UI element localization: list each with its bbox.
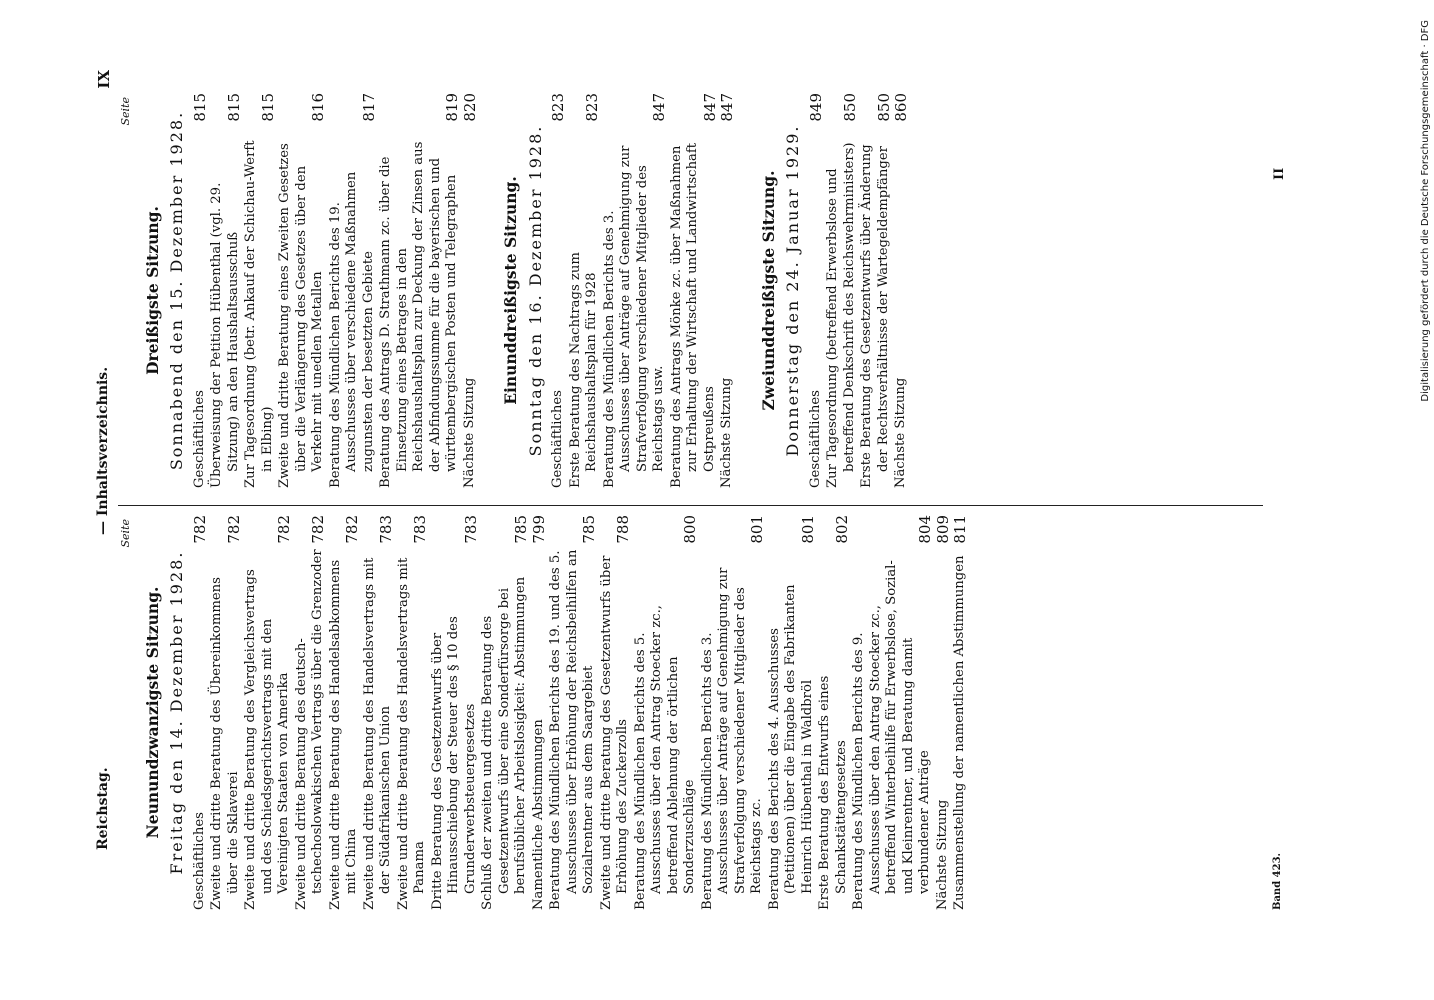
entry-text: Schluß der zweiten und dritte Beratung des Gesetzentwurfs über eine Sonderfürsorge bei berufsüblicher Arbeitslosigkeit: Abstimmungen bbox=[480, 576, 528, 910]
entry-text: Geschäftliches bbox=[807, 390, 823, 488]
entry-page: 800 bbox=[681, 515, 699, 544]
entry-text: Zweite und dritte Beratung eines Zweiten Gesetzes über die Verlängerung des Gesetzes über den Verkehr mit unedlen Metallen bbox=[277, 143, 325, 488]
entry-text: Zweite und dritte Beratung des Gesetzentwurfs über Erhöhung des Zuckerzolls bbox=[598, 555, 630, 910]
toc-entry bbox=[893, 93, 910, 488]
toc-entry bbox=[859, 93, 892, 488]
entry-text: Zur Tagesordnung (betr. Ankauf der Schichau-Werft in Elbing) bbox=[243, 140, 275, 488]
toc-entry bbox=[192, 515, 209, 910]
toc-entry bbox=[430, 515, 480, 910]
digitization-credit: Digitalisierung gefördert durch die Deutsche Forschungsgemeinschaft · DFG bbox=[1420, 20, 1431, 402]
page-header bbox=[95, 65, 117, 890]
entry-text: Beratung des Antrags D. Strathmann zc. über die Einsetzung eines Betrages in den Reichshaushaltsplan zur Deckung der Zinsen aus der Abfindungssumme für die bayerischen und württembergischen Posten und Telegraphen bbox=[378, 141, 459, 488]
entry-page: 782 bbox=[309, 515, 327, 544]
entry-text: Nächste Sitzung bbox=[934, 799, 950, 910]
session-date: Sonntag den 16. Dezember 1928. bbox=[525, 124, 545, 457]
entry-page: 819 bbox=[443, 93, 461, 122]
entry-text: Geschäftliches bbox=[191, 812, 207, 910]
entry-page: 820 bbox=[460, 93, 479, 122]
toc-entry bbox=[952, 515, 969, 910]
entry-text: Nächste Sitzung bbox=[719, 377, 734, 488]
session-title: Neunundzwanzigste Sitzung. bbox=[142, 586, 162, 839]
toc-entry bbox=[396, 515, 429, 910]
toc-entry bbox=[719, 93, 736, 488]
entry-page: 850 bbox=[840, 93, 859, 122]
toc-entry bbox=[462, 93, 479, 488]
session-date: Donnerstag den 24. Januar 1929. bbox=[783, 124, 802, 457]
entry-page: 811 bbox=[951, 515, 969, 544]
entry-page: 823 bbox=[549, 93, 567, 122]
entry-text: Namentliche Abstimmungen bbox=[530, 719, 546, 910]
entry-page: 817 bbox=[359, 93, 378, 122]
entry-text: Geschäftliches bbox=[550, 390, 565, 488]
entry-page: 849 bbox=[806, 93, 825, 122]
entry-page: 823 bbox=[583, 93, 601, 122]
entry-page: 801 bbox=[798, 515, 817, 544]
band-label: Band 423. bbox=[1272, 852, 1283, 910]
toc-entry bbox=[362, 515, 395, 910]
entry-page: 815 bbox=[224, 93, 243, 122]
entry-page: 809 bbox=[933, 515, 952, 544]
toc-entry bbox=[243, 515, 293, 910]
entry-page: 850 bbox=[874, 93, 893, 122]
entry-page: 801 bbox=[748, 515, 766, 544]
entry-text: Zusammenstellung der namentlichen Abstimmungen bbox=[952, 555, 967, 910]
header-center: — Inhaltsverzeichnis. bbox=[95, 366, 111, 535]
entry-page: 783 bbox=[411, 515, 429, 544]
entry-page: 782 bbox=[224, 515, 243, 544]
left-column bbox=[118, 515, 970, 910]
toc-entry bbox=[378, 93, 461, 488]
toc-entry bbox=[599, 515, 632, 910]
entry-text: Beratung des Mündlichen Berichts des 19. und des 5. Ausschusses über Erhöhung der Reichsbeihilfen an Sozialrentner aus dem Saargebiet bbox=[548, 549, 596, 910]
toc-entry bbox=[669, 93, 719, 488]
entry-text: Erste Beratung des Nachtrags zum Reichshaushaltsplan für 1928 bbox=[567, 252, 599, 488]
entry-page: 815 bbox=[258, 93, 277, 122]
entry-text: Beratung des Mündlichen Berichts des 9. Ausschusses über den Antrag Stoecker zc., betreffend Winterbeihilfe für Erwerbslose, Sozial- und Kleinrentner, und Beratung damit verbundener Anträge bbox=[851, 560, 932, 910]
entry-text: Beratung des Mündlichen Berichts des 5. Ausschusses über den Antrag Stoecker zc., betreffend Ablehnung der örtlichen Sonderzuschläge bbox=[632, 605, 697, 910]
entry-page: 782 bbox=[190, 515, 209, 544]
entry-text: Dritte Beratung des Gesetzentwurfs über Hinausschiebung der Steuer des § 10 des Grunderwerbsteuergesetzes bbox=[429, 616, 478, 910]
entry-text: Beratung des Berichts des 4. Ausschusses (Petitionen) über die Eingabe des Fabrikanten Heinrich Hübenthal in Waldbröl bbox=[766, 584, 815, 910]
toc-entry bbox=[480, 515, 530, 910]
toc-entry bbox=[808, 93, 825, 488]
entry-text: Nächste Sitzung bbox=[461, 377, 477, 488]
entry-page: 847 bbox=[718, 93, 736, 122]
toc-entry bbox=[192, 93, 209, 488]
toc-entry bbox=[277, 93, 327, 488]
header-left: Reichstag. bbox=[95, 767, 111, 850]
entry-page: 815 bbox=[190, 93, 209, 122]
entry-page: 816 bbox=[309, 93, 327, 122]
entry-text: Zweite und dritte Beratung des Handelsvertrags mit der Südafrikanischen Union bbox=[361, 557, 393, 910]
seite-label-left: Seite bbox=[119, 519, 132, 548]
session-spacer bbox=[479, 93, 493, 488]
entry-page: 783 bbox=[377, 515, 395, 544]
entry-text: Beratung des Antrags Mönke zc. über Maßnahmen zur Erhaltung der Wirtschaft und Landwirtschaft Ostpreußens bbox=[668, 142, 717, 488]
entry-text: Erste Beratung des Entwurfs eines Schankstättengesetzes bbox=[817, 675, 849, 910]
entry-text: Zweite und dritte Beratung des Übereinkommens über die Sklaverei bbox=[209, 577, 241, 910]
entry-page: 785 bbox=[512, 515, 530, 544]
toc-entry bbox=[700, 515, 766, 910]
toc-entry bbox=[602, 93, 668, 488]
entry-page: 847 bbox=[650, 93, 668, 122]
session-spacer bbox=[737, 93, 751, 488]
entry-text: Nächste Sitzung bbox=[893, 377, 908, 488]
session-title: Zweiunddreißigste Sitzung. bbox=[758, 170, 778, 411]
session-title: Einunddreißigste Sitzung. bbox=[501, 176, 520, 405]
toc-entry bbox=[328, 93, 378, 488]
right-column bbox=[118, 93, 911, 488]
session-title: Dreißigste Sitzung. bbox=[142, 206, 162, 375]
entry-text: Erste Beratung des Gesetzentwurfs über Änderung der Rechtsverhältnisse der Wartegeldempfänger bbox=[859, 144, 891, 488]
entry-page: 783 bbox=[461, 515, 480, 544]
entry-text: Zweite und dritte Beratung des deutsch-tschechoslowakischen Vertrags über die Grenzoder bbox=[293, 549, 325, 910]
entry-page: 847 bbox=[700, 93, 719, 122]
signature-mark: II bbox=[1272, 167, 1287, 180]
toc-entry bbox=[531, 515, 548, 910]
entry-page: 782 bbox=[343, 515, 361, 544]
entry-text: Zur Tagesordnung (betreffend Erwerbslose und betreffend Denkschrift des Reichswehrministers) bbox=[825, 142, 857, 488]
toc-entry bbox=[294, 515, 327, 910]
entry-page: 782 bbox=[275, 515, 293, 544]
toc-entry bbox=[548, 515, 598, 910]
toc-entry bbox=[817, 515, 850, 910]
entry-page: 804 bbox=[916, 515, 934, 544]
entry-text: Zweite und dritte Beratung des Vergleichsvertrags und des Schiedsgerichtsvertrags mit den Vereinigten Staaten von Amerika bbox=[243, 569, 291, 910]
entry-page: 802 bbox=[832, 515, 851, 544]
toc-entry bbox=[209, 93, 242, 488]
entry-text: Beratung des Mündlichen Berichts des 3. Ausschusses über Anträge auf Genehmigung zur Strafverfolgung verschiedener Mitglieder des Reichstags usw. bbox=[601, 145, 666, 488]
entry-text: Geschäftliches bbox=[191, 390, 207, 488]
seite-label-right: Seite bbox=[119, 97, 132, 126]
session-date: Freitag den 14. Dezember 1928. bbox=[167, 550, 186, 875]
toc-entry bbox=[935, 515, 952, 910]
session-list bbox=[142, 93, 910, 488]
entry-page: 799 bbox=[529, 515, 548, 544]
entry-text: Beratung des Mündlichen Berichts des 3. Ausschusses über Anträge auf Genehmigung zur Strafverfolgung verschiedener Mitglieder des Reichstags zc. bbox=[699, 567, 764, 910]
entry-page: 785 bbox=[580, 515, 598, 544]
toc-entry bbox=[633, 515, 699, 910]
toc-entry bbox=[550, 93, 567, 488]
entry-page: 788 bbox=[614, 515, 632, 544]
toc-entry bbox=[851, 515, 934, 910]
toc-entry bbox=[328, 515, 361, 910]
entry-text: Zweite und dritte Beratung des Handelsabkommens mit China bbox=[327, 559, 359, 910]
session-date: Sonnabend den 15. Dezember 1928. bbox=[167, 110, 186, 471]
toc-entry bbox=[243, 93, 276, 488]
toc-entry bbox=[767, 515, 817, 910]
entry-text: Zweite und dritte Beratung des Handelsvertrags mit Panama bbox=[395, 557, 427, 910]
toc-entry bbox=[825, 93, 858, 488]
entry-text: Beratung des Mündlichen Berichts des 19. Ausschusses über verschiedene Maßnahmen zugunsten der besetzten Gebiete bbox=[327, 171, 376, 488]
entry-list bbox=[192, 515, 969, 910]
entry-text: Überweisung der Petition Hübenthal (vgl. 29. Sitzung) an den Haushaltsausschuß bbox=[209, 182, 241, 488]
entry-page: 860 bbox=[892, 93, 910, 122]
toc-entry bbox=[568, 93, 601, 488]
page-number: IX bbox=[95, 70, 113, 89]
column-divider bbox=[118, 505, 1263, 506]
toc-entry bbox=[209, 515, 242, 910]
